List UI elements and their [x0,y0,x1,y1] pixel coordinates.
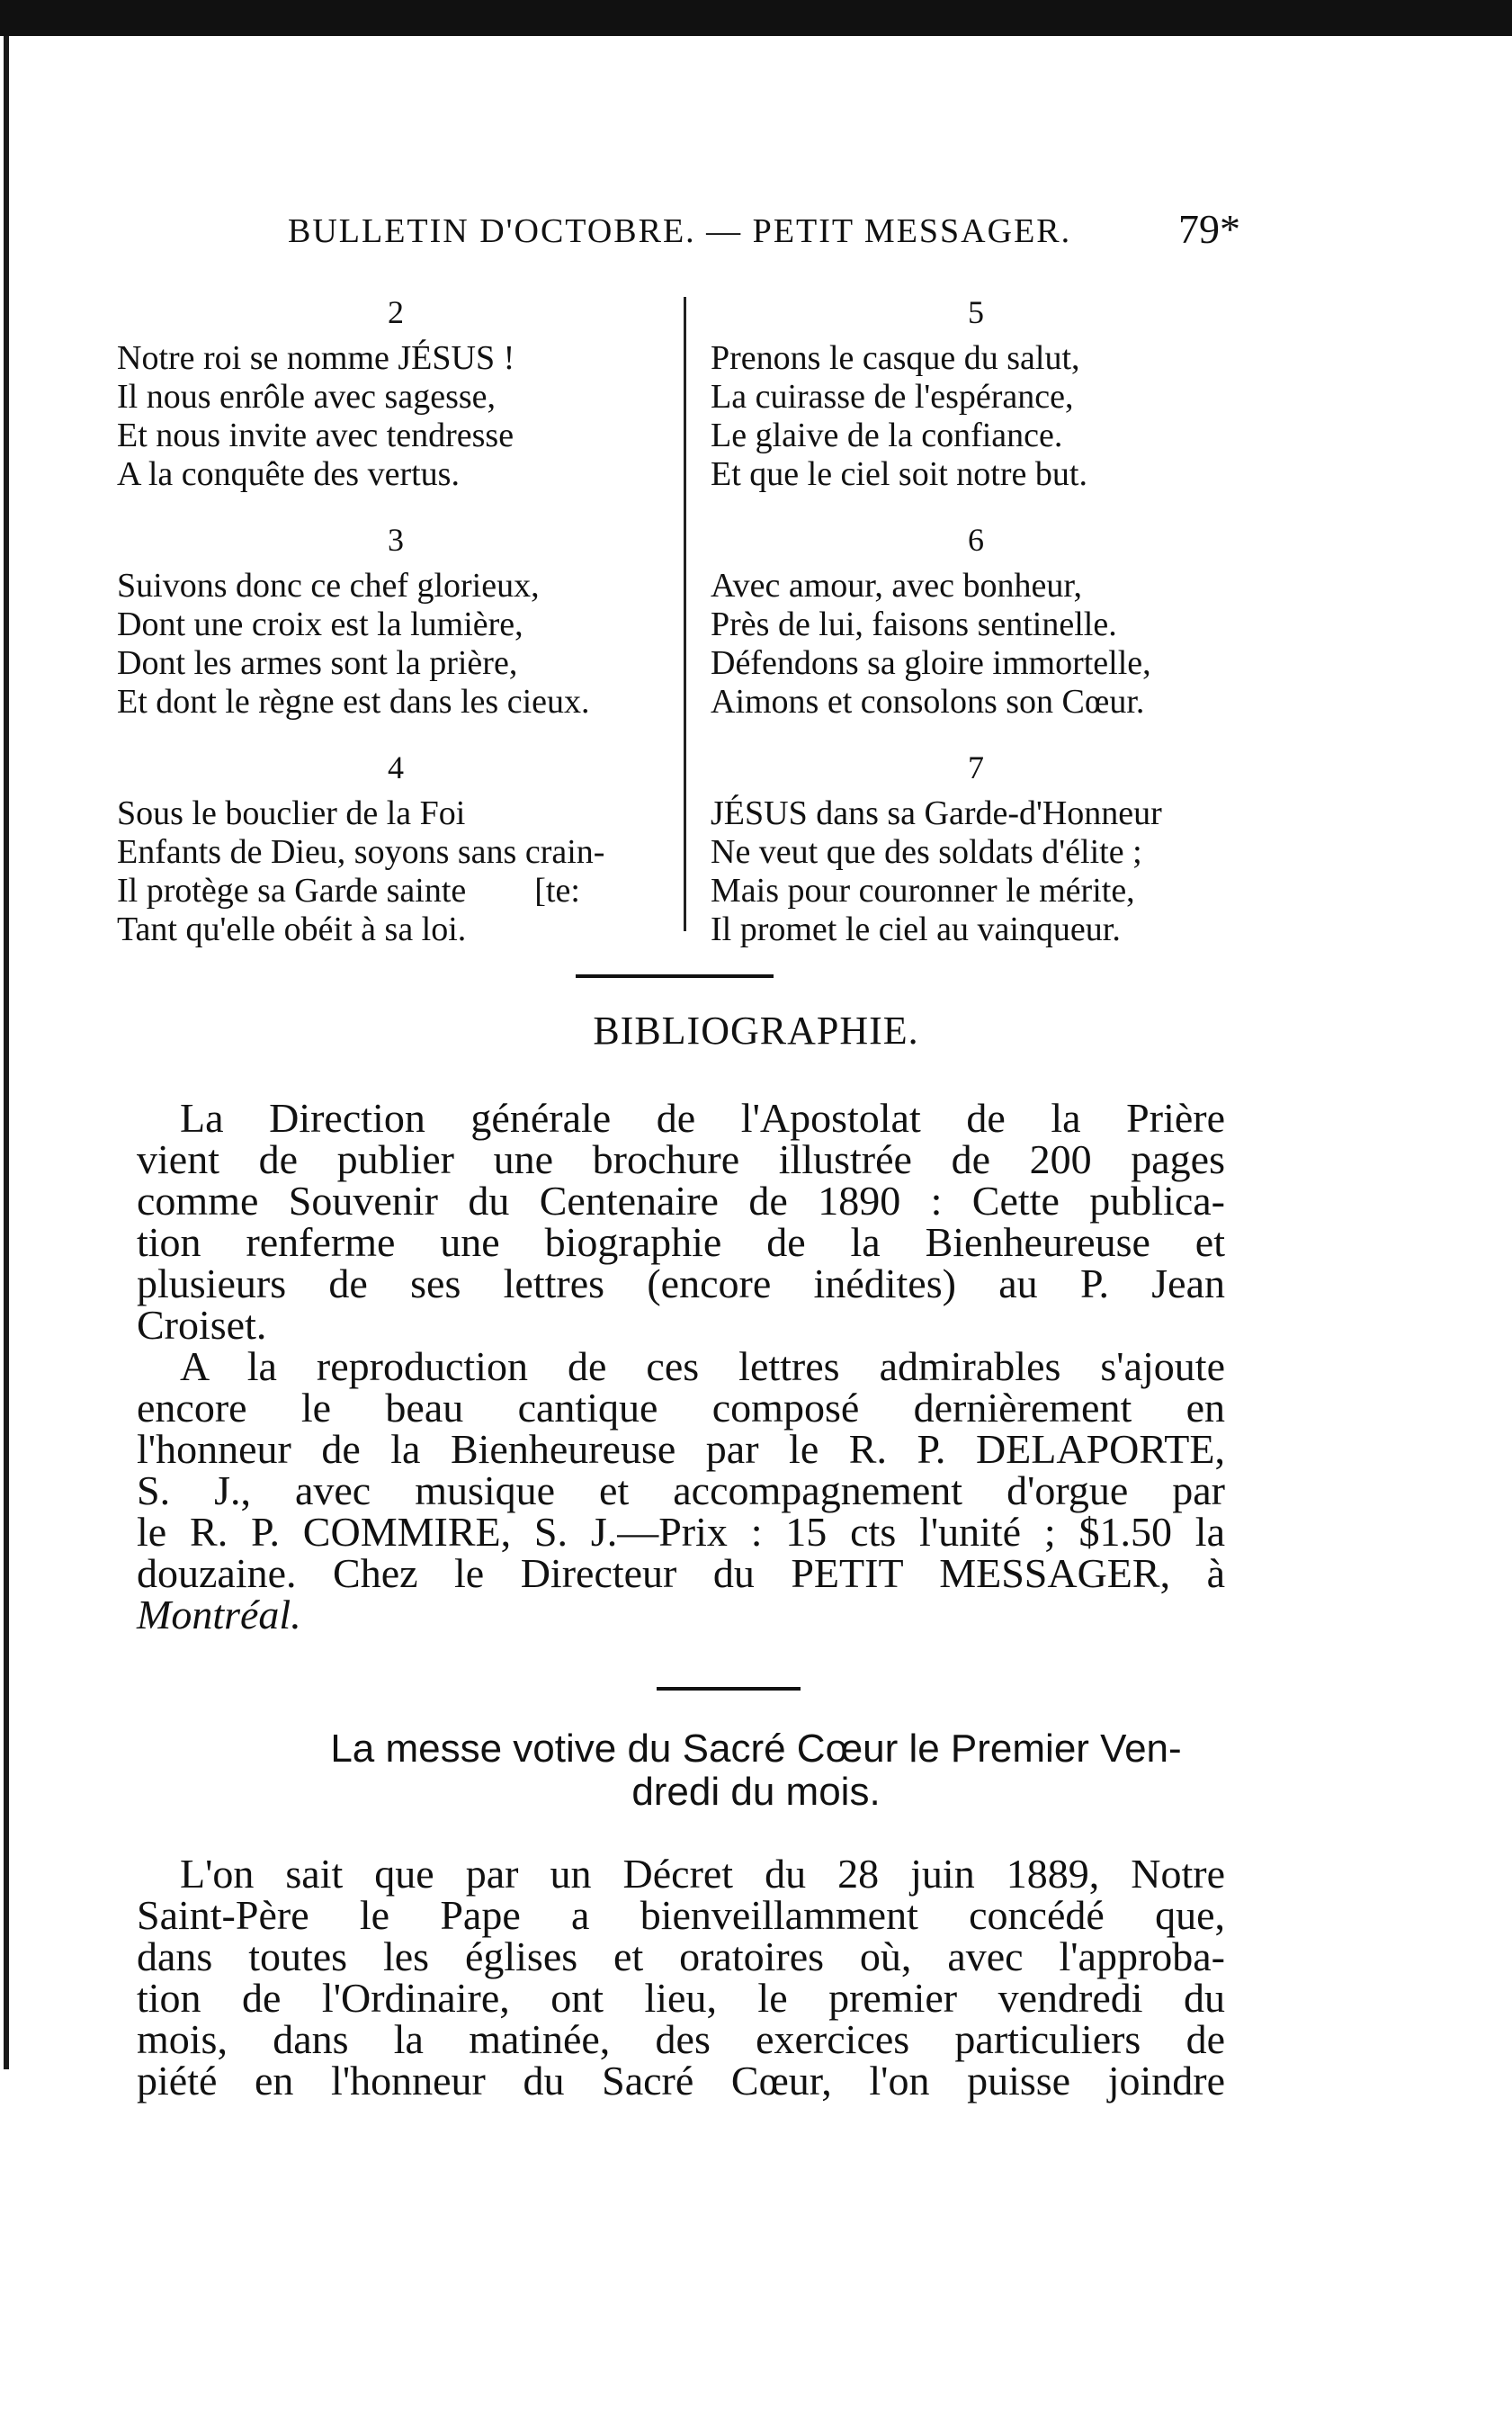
text-line: Saint-Père le Pape a bienveillamment concédé que, [137,1892,1225,1938]
text-line: A la reproduction de ces lettres admirables s'ajoute [180,1343,1225,1389]
verse-line: La cuirasse de l'espérance, [711,378,1074,416]
text-line: dans toutes les églises et oratoires où, avec l'approba- [137,1933,1225,1979]
page-number: 79* [1178,206,1240,252]
text-line: S. J., avec musique et accompagnement d'orgue par [137,1467,1225,1513]
verse-line: Prenons le casque du salut, [711,339,1080,377]
verse-line: Et que le ciel soit notre but. [711,455,1087,493]
verse-line: Près de lui, faisons sentinelle. [711,606,1117,643]
text-line: Montréal. [137,1592,301,1637]
verse-line: JÉSUS dans sa Garde-d'Honneur [711,794,1162,832]
text-line: le R. P. COMMIRE, S. J.—Prix : 15 cts l'unité ; $1.50 la [137,1509,1225,1555]
verse-line: Notre roi se nomme JÉSUS ! [117,339,515,377]
stanza-number: 3 [388,522,404,558]
messe-title-line: La messe votive du Sacré Cœur le Premier Ven- [330,1727,1182,1771]
verse-line: Défendons sa gloire immortelle, [711,644,1151,682]
verse-line: Dont les armes sont la prière, [117,644,518,682]
verse-line: Ne veut que des soldats d'élite ; [711,833,1142,871]
stanza-number: 7 [968,749,984,785]
verse-line: Avec amour, avec bonheur, [711,567,1083,605]
verse-line: Suivons donc ce chef glorieux, [117,567,540,605]
scan-top-border [0,0,1512,36]
bibliographie-paragraph [137,1095,1225,1637]
verse-line: Il nous enrôle avec sagesse, [117,378,497,416]
verse-line: Il promet le ciel au vainqueur. [711,911,1121,948]
text-line: L'on sait que par un Décret du 28 juin 1889, Notre [180,1851,1225,1897]
verse-line: Le glaive de la confiance. [711,417,1063,454]
running-header: BULLETIN D'OCTOBRE. — PETIT MESSAGER. [288,212,1072,250]
section-rule [657,1687,801,1691]
verse-line: Il protège sa Garde sainte [te: [117,872,580,910]
section-rule [576,974,774,978]
verse-line: Et dont le règne est dans les cieux. [117,683,590,721]
verse-line: Mais pour couronner le mérite, [711,872,1135,910]
text-line: Croiset. [137,1302,267,1348]
text-line: comme Souvenir du Centenaire de 1890 : Cette publica- [137,1178,1225,1224]
column-divider [684,297,686,931]
verse-line: Enfants de Dieu, soyons sans crain- [117,833,605,871]
verse-line: Aimons et consolons son Cœur. [711,683,1145,721]
stanza-number: 4 [388,749,404,785]
text-line: tion de l'Ordinaire, ont lieu, le premier vendredi du [137,1975,1225,2021]
verse-line: A la conquête des vertus. [117,455,460,493]
verse-line: Et nous invite avec tendresse [117,417,514,454]
verse-line: Dont une croix est la lumière, [117,606,523,643]
poem-right-column [711,284,1241,949]
text-line: vient de publier une brochure illustrée de 200 pages [137,1136,1225,1182]
text-line: mois, dans la matinée, des exercices particuliers de [137,2016,1225,2062]
text-line: l'honneur de la Bienheureuse par le R. P. DELAPORTE, [137,1426,1225,1472]
stanza-number: 6 [968,522,984,558]
messe-paragraph [137,1853,1225,2102]
stanza-number: 2 [388,294,404,330]
verse-line: Tant qu'elle obéit à sa loi. [117,911,467,948]
text-line: La Direction générale de l'Apostolat de la Prière [180,1095,1225,1141]
messe-title [0,1727,1512,1814]
stanza-number: 5 [968,294,984,330]
verse-line: Sous le bouclier de la Foi [117,794,466,832]
messe-title-line: dredi du mois. [631,1770,881,1814]
text-line: tion renferme une biographie de la Bienheureuse et [137,1219,1225,1265]
text-line: douzaine. Chez le Directeur du PETIT MESSAGER, à [137,1550,1225,1596]
text-line: piété en l'honneur du Sacré Cœur, l'on puisse joindre [137,2058,1225,2104]
poem-left-column [117,284,675,949]
text-line: encore le beau cantique composé dernièrement en [137,1385,1225,1431]
bibliographie-title: BIBLIOGRAPHIE. [593,1009,919,1053]
text-line: plusieurs de ses lettres (encore inédites) au P. Jean [137,1260,1225,1306]
